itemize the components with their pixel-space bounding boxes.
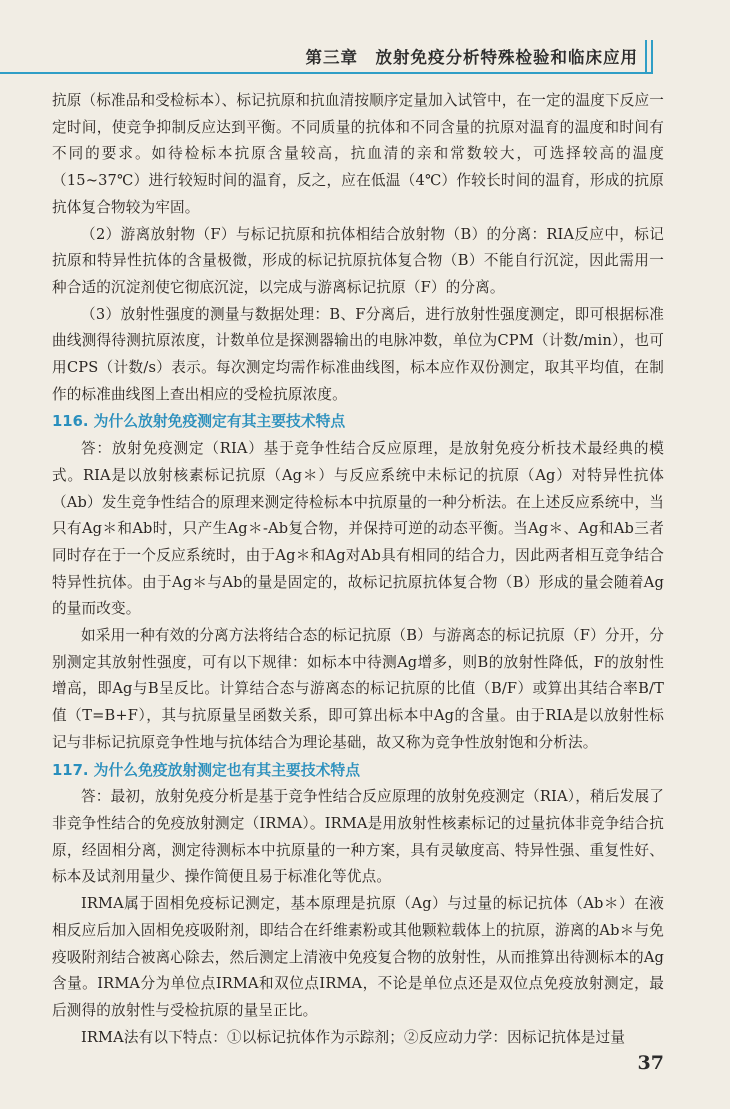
header-bar-left <box>645 40 647 74</box>
page-body <box>52 88 664 1051</box>
paragraph-117-answer: 答：最初，放射免疫分析是基于竞争性结合反应原理的放射免疫测定（RIA），稍后发展了非竞争性结合的免疫放射测定（IRMA）。IRMA是用放射性核素标记的过量抗体非竞争结合抗原，经固相分离，测定待测标本中抗原量的一种方案，具有灵敏度高、特异性强、重复性好、标本及试剂用量少、操作简便且易于标准化等优点。 <box>52 788 664 886</box>
paragraph-step-2: （2）游离放射物（F）与标记抗原和抗体相结合放射物（B）的分离：RIA反应中，标记抗原和特异性抗体的含量极微，形成的标记抗原抗体复合物（B）不能自行沉淀，因此需用一种合适的沉淀剂使它彻底沉淀，以完成与游离标记抗原（F）的分离。 <box>52 225 664 296</box>
paragraph-116-answer: 答：放射免疫测定（RIA）基于竞争性结合反应原理，是放射免疫分析技术最经典的模式。RIA是以放射核素标记抗原（Ag＊）与反应系统中未标记的抗原（Ag）对特异性抗体（Ab）发生竞争性结合的原理来测定待检标本中抗原量的一种分析法。在上述反应系统中，当只有Ag＊和Ab时，只产生Ag＊-Ab复合物，并保持可逆的动态平衡。当Ag＊、Ag和Ab三者同时存在于一个反应系统时，由于Ag＊和Ag对Ab具有相同的结合力，因此两者相互竞争结合特异性抗体。由于Ag＊与Ab的量是固定的，故标记抗原抗体复合物（B）形成的量会随着Ag的量而改变。 <box>52 440 664 618</box>
paragraph-intro: 抗原（标准品和受检标本）、标记抗原和抗血清按顺序定量加入试管中，在一定的温度下反应一定时间，使竞争抑制反应达到平衡。不同质量的抗体和不同含量的抗原对温育的温度和时间有不同的要求。如待检标本抗原含量较高，抗血清的亲和常数较大，可选择较高的温度（15~37℃）进行较短时间的温育，反之，应在低温（4℃）作较长时间的温育，形成的抗原抗体复合物较为牢固。 <box>52 92 664 216</box>
paragraph-step-3: （3）放射性强度的测量与数据处理：B、F分离后，进行放射性强度测定，即可根据标准曲线测得待测抗原浓度，计数单位是探测器输出的电脉冲数，单位为CPM（计数/min），也可用CPS（计数/s）表示。每次测定均需作标准曲线图，标本应作双份测定，取其平均值，在制作的标准曲线图上查出相应的受检抗原浓度。 <box>52 305 664 403</box>
page-header <box>0 0 730 80</box>
heading-117: 117. 为什么免疫放射测定也有其主要技术特点 <box>52 761 361 779</box>
page-number: 37 <box>637 1052 664 1074</box>
paragraph-117-principle: IRMA属于固相免疫标记测定，基本原理是抗原（Ag）与过量的标记抗体（Ab＊）在液相反应后加入固相免疫吸附剂，即结合在纤维素粉或其他颗粒载体上的抗原，游离的Ab＊与免疫吸附剂结合被离心除去，然后测定上清液中免疫复合物的放射性，从而推算出待测标本的Ag含量。IRMA分为单位点IRMA和双位点IRMA，不论是单位点还是双位点免疫放射测定，最后测得的放射性与受检抗原的量呈正比。 <box>52 895 664 1019</box>
chapter-title: 第三章 放射免疫分析特殊检验和临床应用 <box>305 48 638 67</box>
paragraph-117-features: IRMA法有以下特点：①以标记抗体作为示踪剂；②反应动力学：因标记抗体是过量 <box>81 1028 626 1046</box>
paragraph-116-separation: 如采用一种有效的分离方法将结合态的标记抗原（B）与游离态的标记抗原（F）分开，分别测定其放射性强度，可有以下规律：如标本中待测Ag增多，则B的放射性降低，F的放射性增高，即Ag与B呈反比。计算结合态与游离态的标记抗原的比值（B/F）或算出其结合率B/T值（T=B+F），其与抗原量呈函数关系，即可算出标本中Ag的含量。由于RIA是以放射性标记与非标记抗原竞争性地与抗体结合为理论基础，故又称为竞争性放射饱和分析法。 <box>52 627 664 751</box>
header-bar-right <box>651 40 653 74</box>
header-rule <box>0 72 652 74</box>
heading-116: 116. 为什么放射免疫测定有其主要技术特点 <box>52 413 346 431</box>
